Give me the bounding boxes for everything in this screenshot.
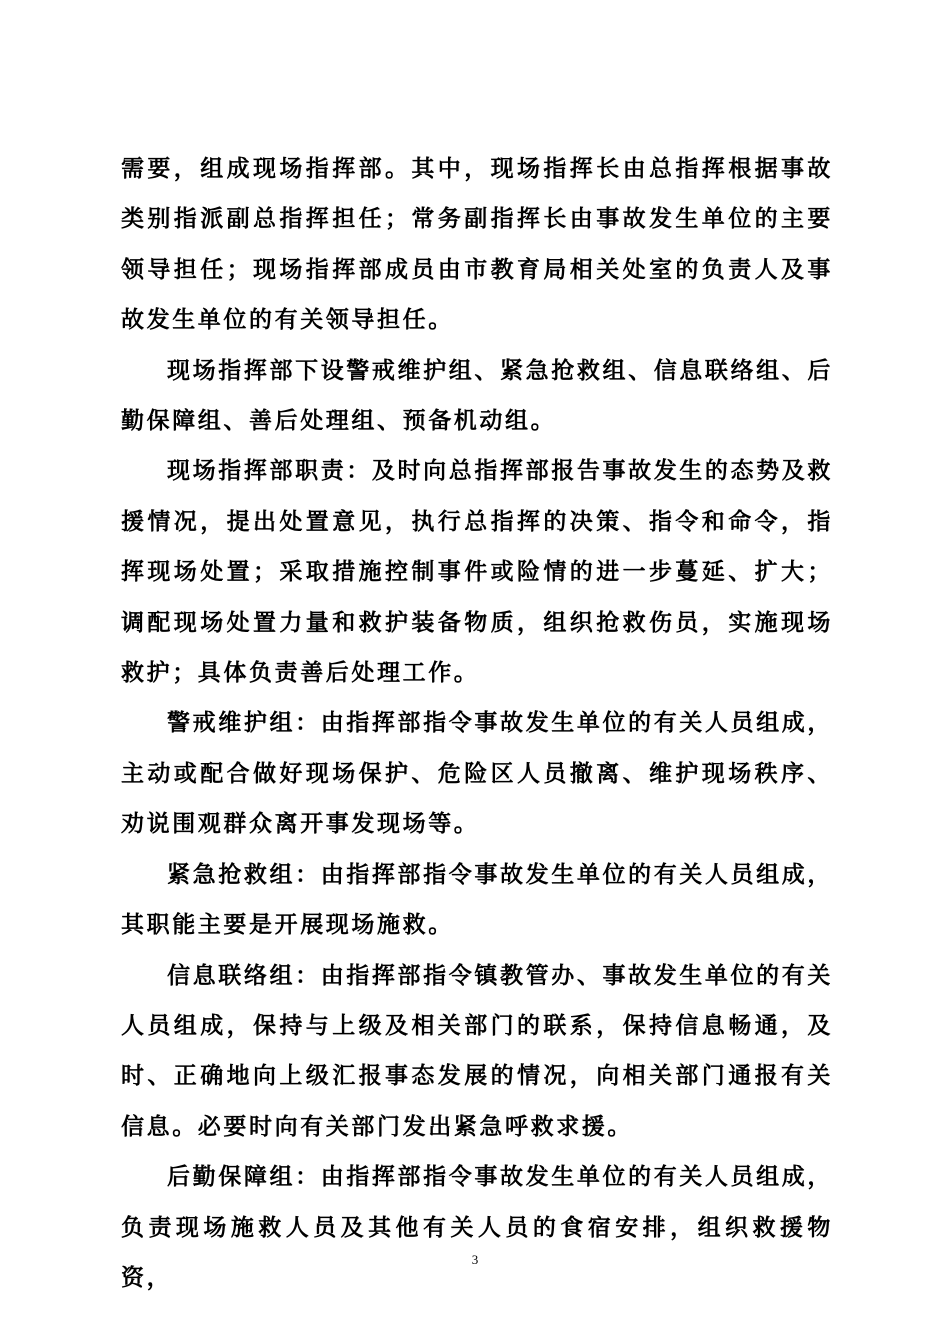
paragraph-security-group: 警戒维护组：由指挥部指令事故发生单位的有关人员组成，主动或配合做好现场保护、危险区人员撤离、维护现场秩序、劝说围观群众离开事发现场等。 xyxy=(121,709,833,838)
page-number: 3 xyxy=(471,1252,479,1267)
paragraph-liaison-group: 信息联络组：由指挥部指令镇教管办、事故发生单位的有关人员组成，保持与上级及相关部门的联系，保持信息畅通，及时、正确地向上级汇报事态发展的情况，向相关部门通报有关信息。必要时向有关部门发出紧急呼救求援。 xyxy=(121,961,833,1140)
paragraph-groups-list: 现场指挥部下设警戒维护组、紧急抢救组、信息联络组、后勤保障组、善后处理组、预备机动组。 xyxy=(121,356,833,435)
body-text xyxy=(121,144,833,1303)
paragraph-command-post: 需要，组成现场指挥部。其中，现场指挥长由总指挥根据事故类别指派副总指挥担任；常务副指挥长由事故发生单位的主要领导担任；现场指挥部成员由市教育局相关处室的负责人及事故发生单位的有关领导担任。 xyxy=(121,155,833,334)
paragraph-logistics-group: 后勤保障组：由指挥部指令事故发生单位的有关人员组成，负责现场施救人员及其他有关人员的食宿安排，组织救援物资， xyxy=(121,1163,833,1291)
paragraph-rescue-group: 紧急抢救组：由指挥部指令事故发生单位的有关人员组成，其职能主要是开展现场施救。 xyxy=(121,860,833,939)
paragraph-command-post-duties: 现场指挥部职责：及时向总指挥部报告事故发生的态势及救援情况，提出处置意见，执行总指挥的决策、指令和命令，指挥现场处置；采取措施控制事件或险情的进一步蔓延、扩大；调配现场处置力量和救护装备物质，组织抢救伤员，实施现场救护；具体负责善后处理工作。 xyxy=(121,457,833,687)
